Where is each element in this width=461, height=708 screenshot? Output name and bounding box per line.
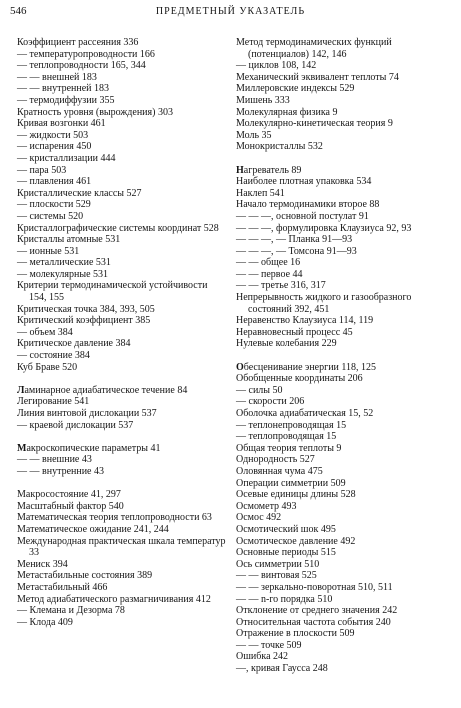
index-entry: — — внутренней 183 [17, 83, 109, 95]
index-entry: — — зеркально-поворотная 510, 511 [236, 581, 393, 593]
index-entry: Критическое давление 384 [17, 338, 131, 350]
index-entry: — жидкости 503 [17, 129, 89, 141]
index-entry: Отклонение от среднего значения 242 [236, 605, 398, 617]
index-entry: Метастабильные состояния 389 [17, 570, 153, 582]
index-entry: Осевые единицы длины 528 [236, 489, 356, 501]
index-entry: Оболочка адиабатическая 15, 52 [236, 408, 374, 419]
index-entry: Кривая возгонки 461 [17, 118, 106, 130]
index-entry: Метастабильный 466 [17, 581, 108, 593]
index-entry: — теплопроводности 165, 344 [17, 60, 146, 72]
index-entry: Легирование 541 [17, 396, 90, 408]
index-entry: Миллеровские индексы 529 [236, 83, 355, 95]
index-entry: — металлические 531 [17, 257, 111, 269]
index-entry: Непрерывность жидкого и газообразного состояний 392, 451 [236, 292, 412, 315]
index-entry: Наиболее плотная упаковка 534 [236, 176, 372, 188]
index-entry: — — общее 16 [236, 257, 301, 269]
index-entry: — — внешней 183 [17, 71, 97, 83]
index-entry: Кристаллические классы 527 [17, 187, 142, 199]
index-entry: — пара 503 [17, 164, 67, 176]
index-entry: Кратность уровня (вырождения) 303 [17, 106, 173, 118]
index-entry: Макроскопические параметры 41 [17, 442, 161, 454]
index-entry: Макросостояние 41, 297 [17, 489, 121, 501]
index-entry: — — —, основной постулат 91 [236, 210, 369, 222]
index-entry: Кристаллы атомные 531 [17, 234, 121, 246]
index-entry: Неравновесный процесс 45 [236, 326, 353, 338]
index-entry: — — первое 44 [236, 268, 303, 280]
index-entry: Куб Браве 520 [17, 361, 78, 373]
index-entry: Моль 35 [236, 129, 272, 141]
index-entry: — плоскости 529 [17, 199, 91, 211]
index-entry: Метод термодинамических функций (потенциалов) 142, 146 [236, 37, 392, 60]
index-entry: — скорости 206 [236, 396, 305, 408]
index-entry: Кристаллографические системы координат 528 [17, 222, 219, 234]
index-entry: — — точке 509 [236, 639, 302, 651]
index-entry: Масштабный фактор 540 [17, 500, 124, 512]
index-entry: — — внутренние 43 [17, 465, 104, 477]
index-entry: Математическое ожидание 241, 244 [17, 523, 169, 535]
index-entry: Критическая точка 384, 393, 505 [17, 303, 155, 315]
index-entry: — термодиффузии 355 [17, 94, 115, 106]
index-entry: — — n-го порядка 510 [236, 593, 333, 605]
index-entry: Критерии термодинамической устойчивости 154, 155 [17, 280, 208, 304]
index-entry: — объем 384 [17, 326, 73, 338]
index-entry: Международная практическая шкала температур 33 [17, 535, 226, 559]
index-entry: Ось симметрии 510 [236, 558, 320, 570]
index-entry: — силы 50 [236, 384, 283, 396]
index-entry: Монокристаллы 532 [236, 141, 323, 153]
index-entry: Обобщенные координаты 206 [236, 373, 363, 385]
index-entry: Основные периоды 515 [236, 547, 336, 559]
index-entry: Общая теория теплоты 9 [236, 442, 342, 454]
index-column-right [236, 37, 454, 675]
index-entry: Осмотический шок 495 [236, 523, 336, 535]
index-entry: Операции симметрии 509 [236, 477, 346, 489]
index-entry: — системы 520 [17, 210, 84, 222]
index-entry: Математическая теория теплопроводности 63 [17, 512, 212, 524]
index-entry: — Клода 409 [17, 616, 73, 628]
index-entry: Обесценивание энергии 118, 125 [236, 361, 377, 373]
index-entry: — — третье 316, 317 [236, 280, 326, 292]
index-entry: Ламинарное адиабатическое течение 84 [17, 384, 188, 396]
index-entry: Молекулярная физика 9 [236, 106, 338, 118]
index-entry: Оловянная чума 475 [236, 465, 323, 477]
index-column-left [17, 37, 227, 628]
index-entry: Начало термодинамики второе 88 [236, 199, 380, 211]
index-entry: Мишень 333 [236, 94, 290, 106]
index-entry: Отражение в плоскости 509 [236, 628, 355, 640]
index-entry: Осмотическое давление 492 [236, 535, 356, 547]
index-entry: Коэффициент рассеяния 336 [17, 37, 139, 48]
index-entry: — — —, — Планка 91—93 [236, 234, 353, 246]
page-header [0, 0, 461, 24]
index-entry: — теплопроводящая 15 [236, 431, 337, 443]
index-entry: Метод адиабатического размагничивания 412 [17, 593, 211, 605]
index-entry: — плавления 461 [17, 176, 92, 188]
index-entry: — краевой дислокации 537 [17, 419, 134, 431]
page-number: 546 [10, 5, 27, 17]
index-entry: — испарения 450 [17, 141, 92, 153]
page-title: ПРЕДМЕТНЫЙ УКАЗАТЕЛЬ [155, 6, 306, 17]
index-entry: Линия винтовой дислокации 537 [17, 408, 157, 419]
index-entry: — ионные 531 [17, 245, 80, 257]
index-entry: Осмометр 493 [236, 500, 297, 512]
index-entry: Осмос 492 [236, 512, 282, 524]
index-entry: — циклов 108, 142 [236, 60, 317, 72]
index-entry: Ошибка 242 [236, 651, 289, 663]
index-entry: — теплонепроводящая 15 [236, 419, 347, 431]
index-entry: — состояние 384 [17, 350, 90, 362]
index-entry: — — —, формулировка Клаузиуса 92, 93 [236, 222, 412, 234]
index-entry: Наклеп 541 [236, 187, 285, 199]
index-entry: — молекулярные 531 [17, 268, 109, 280]
index-entry: Нагреватель 89 [236, 164, 302, 176]
index-entry: Нулевые колебания 229 [236, 338, 337, 350]
index-entry: — Клемана и Дезорма 78 [17, 605, 125, 617]
index-entry: Критический коэффициент 385 [17, 315, 151, 327]
index-entry: — — винтовая 525 [236, 570, 317, 582]
index-entry: Неравенство Клаузиуса 114, 119 [236, 315, 374, 327]
index-entry: Молекулярно-кинетическая теория 9 [236, 118, 393, 130]
index-entry: — — —, — Томсона 91—93 [236, 245, 357, 257]
index-entry: Относительная частота события 240 [236, 616, 391, 628]
index-entry: — кристаллизации 444 [17, 152, 116, 164]
index-entry: Однородность 527 [236, 454, 315, 466]
index-entry: Механический эквивалент теплоты 74 [236, 71, 399, 83]
index-entry: — температуропроводности 166 [17, 48, 155, 60]
index-entry: —, кривая Гаусса 248 [236, 663, 328, 675]
index-entry: Мениск 394 [17, 558, 68, 570]
index-entry: — — внешние 43 [17, 454, 92, 466]
